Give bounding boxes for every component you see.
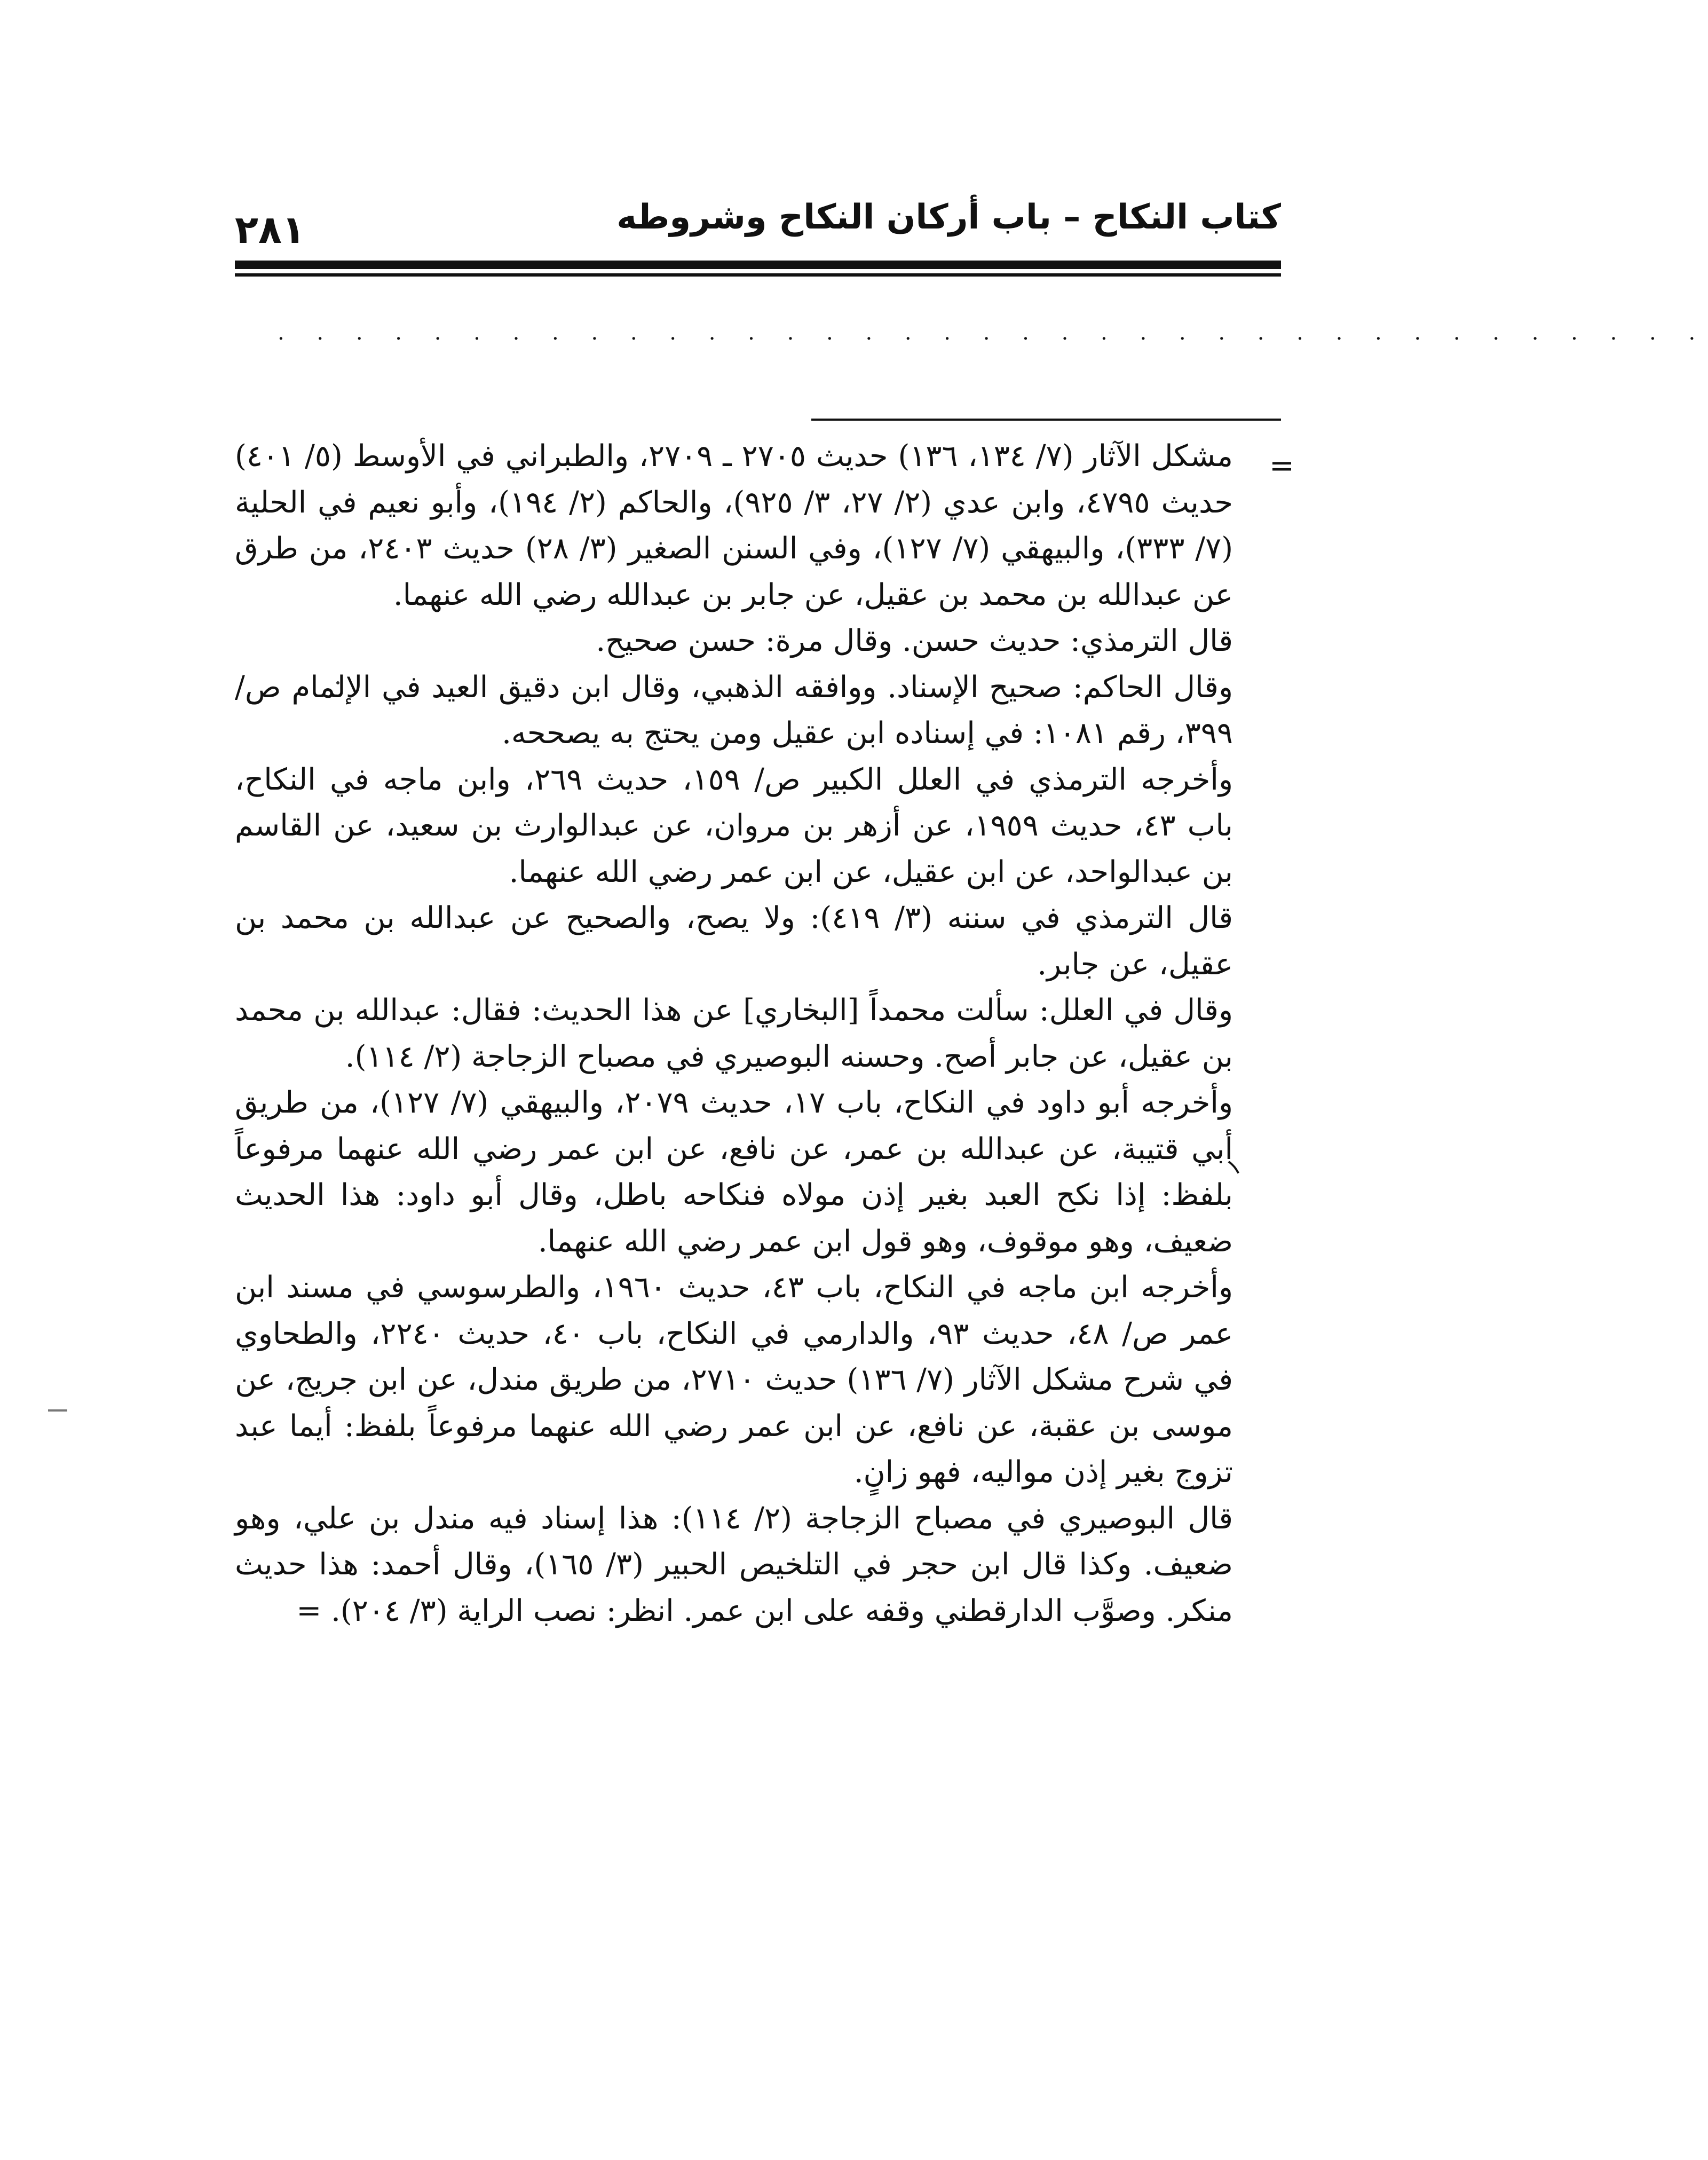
header-rule-thin — [235, 273, 1281, 277]
margin-mark: ١ — [1221, 1152, 1246, 1182]
continuation-mark: = — [1269, 448, 1294, 483]
header-rule-thick — [235, 261, 1281, 269]
footnote-paragraph: وأخرجه ابن ماجه في النكاح، باب ٤٣، حديث ١٩٦٠، والطرسوسي في مسند ابن عمر ص/ ٤٨، حديث ٩٣، والدارمي في النكاح، باب ٤٠، حديث ٢٢٤٠، والطحاوي في شرح مشكل الآثار (٧/ ١٣٦) حديث ٢٧١٠، من طريق مندل، عن ابن جريج، عن موسى بن عقبة، عن نافع، عن ابن عمر رضي الله عنهما مرفوعاً بلفظ: أيما عبد تزوج بغير إذن مواليه، فهو زانٍ. — [235, 1270, 1233, 1489]
footnote-body — [235, 433, 1233, 1634]
dotted-separator: . . . . . . . . . . . . . . . . . . . . . . . . . . . . . . . . . . . . . — [278, 320, 1708, 345]
footnote-paragraph: مشكل الآثار (٧/ ١٣٤، ١٣٦) حديث ٢٧٠٥ ـ ٢٧٠٩، والطبراني في الأوسط (٥/ ٤٠١) حديث ٤٧٩٥، وابن عدي (٢/ ٢٧، ٣/ ٩٢٥)، والحاكم (٢/ ١٩٤)، وأبو نعيم في الحلية (٧/ ٣٣٣)، والبيهقي (٧/ ١٢٧)، وفي السنن الصغير (٣/ ٢٨) حديث ٢٤٠٣، من طرق عن عبدالله بن محمد بن عقيل، عن جابر بن عبدالله رضي الله عنهما. — [235, 439, 1233, 612]
footnote-paragraph: قال الترمذي في سننه (٣/ ٤١٩): ولا يصح، والصحيح عن عبدالله بن محمد بن عقيل، عن جابر. — [235, 901, 1233, 982]
margin-dash — [48, 1409, 67, 1412]
footnote-paragraph: وأخرجه أبو داود في النكاح، باب ١٧، حديث ٢٠٧٩، والبيهقي (٧/ ١٢٧)، من طريق أبي قتيبة، عن عبدالله بن عمر، عن نافع، عن ابن عمر رضي الله عنهما مرفوعاً بلفظ: إذا نكح العبد بغير إذن مولاه فنكاحه باطل، وقال أبو داود: هذا الحديث ضعيف، وهو موقوف، وهو قول ابن عمر رضي الله عنهما. — [235, 1085, 1233, 1259]
footnote-paragraph: وقال في العلل: سألت محمداً [البخاري] عن هذا الحديث: فقال: عبدالله بن محمد بن عقيل، عن جابر أصح. وحسنه البوصيري في مصباح الزجاجة (٢/ ١١٤). — [235, 993, 1233, 1074]
footnote-paragraph: وقال الحاكم: صحيح الإسناد. ووافقه الذهبي، وقال ابن دقيق العيد في الإلمام ص/ ٣٩٩، رقم ١٠٨١: في إسناده ابن عقيل ومن يحتج به يصححه. — [235, 669, 1233, 751]
page-number: ٢٨١ — [235, 207, 305, 252]
footnote-paragraph: قال الترمذي: حديث حسن. وقال مرة: حسن صحيح. — [596, 624, 1233, 658]
running-title: كتاب النكاح – باب أركان النكاح وشروطه — [616, 198, 1281, 237]
footnote-rule — [811, 419, 1281, 421]
footnote-paragraph: وأخرجه الترمذي في العلل الكبير ص/ ١٥٩، حديث ٢٦٩، وابن ماجه في النكاح، باب ٤٣، حديث ١٩٥٩، عن أزهر بن مروان، عن عبدالوارث بن سعيد، عن القاسم بن عبدالواحد، عن ابن عقيل، عن ابن عمر رضي الله عنهما. — [235, 762, 1233, 889]
footnote-paragraph: قال البوصيري في مصباح الزجاجة (٢/ ١١٤): هذا إسناد فيه مندل بن علي، وهو ضعيف. وكذا قال ابن حجر في التلخيص الحبير (٣/ ١٦٥)، وقال أحمد: هذا حديث منكر. وصوَّب الدارقطني وقفه على ابن عمر. انظر: نصب الراية (٣/ ٢٠٤). = — [235, 1501, 1233, 1628]
